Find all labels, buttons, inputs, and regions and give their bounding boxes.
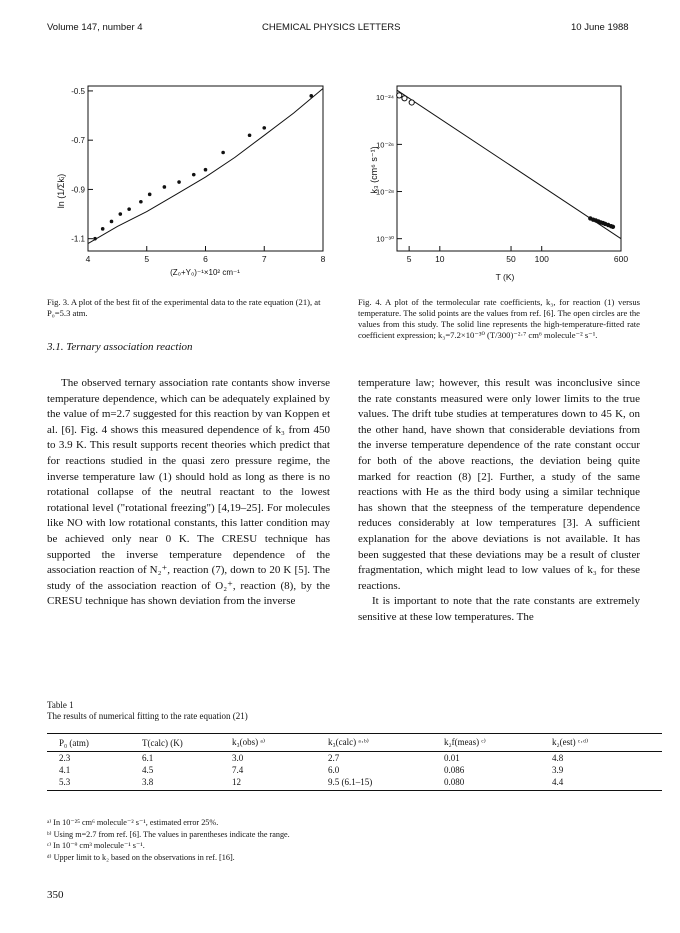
fig3-fit-line [88,89,323,244]
fig3-data-point [309,94,313,98]
fig4-xlabel: T (K) [495,272,515,282]
col-header: k₃(obs) ᵃ⁾ [228,734,324,752]
footnote-a: ᵃ⁾ In 10⁻²⁵ cm⁶ molecule⁻² s⁻¹, estimated error 25%. [47,818,219,827]
footnote-c: ᶜ⁾ In 10⁻⁹ cm³ molecule⁻¹ s⁻¹. [47,841,145,850]
results-table [47,733,662,791]
table-cell: 12 [228,776,324,791]
right-paragraph-2: It is important to note that the rate constants are extremely sensitive at these low temperatures. The [358,595,640,623]
table-cell: 0.086 [444,765,465,775]
fig3-data-point [163,185,167,189]
fig4-open-point [402,96,407,101]
table-row [47,752,662,765]
fig3-xtick-label: 4 [85,254,91,264]
table-label: Table 1 [47,700,74,710]
fig4-xtick-label: 50 [506,254,516,264]
fig4-xtick-label: 10 [435,254,445,264]
page-number: 350 [47,889,64,901]
fig3-ylabel: ln (1/Σkᵢ) [56,173,66,209]
table-cell: 3.9 [552,765,564,775]
fig3-xtick-label: 7 [261,254,267,264]
fig3-xlabel: (Z₀+Y₀)⁻¹×10² cm⁻¹ [170,268,240,277]
col-header: k₂(est) ᶜ·ᵈ⁾ [548,734,662,752]
table-cell: 3.0 [232,753,244,763]
table-cell: 4.1 [59,765,71,775]
col-header: k₃(calc) ᵃ·ᵇ⁾ [324,734,440,752]
table-cell: 6.0 [328,765,340,775]
fig3-data-point [101,227,105,231]
fig4-xtick-label: 100 [534,254,549,264]
fig3-ytick-label: -1.1 [71,234,85,244]
table-row [47,776,662,791]
fig3-xtick-label: 8 [320,254,326,264]
table-cell: 9.5 (6.1–15) [324,776,440,791]
table-cell: 0.080 [440,776,548,791]
section-heading: 3.1. Ternary association reaction [47,341,193,353]
table-cell: 2.7 [328,753,340,763]
fig3-data-point [192,173,196,177]
body-column-right [358,376,640,626]
fig4-fit-line [397,90,621,239]
table-row [47,764,662,776]
fig4-ytick-label: 10⁻²⁸ [376,187,394,197]
fig3-data-point [93,237,97,241]
fig4-ytick-label: 10⁻³⁰ [376,234,394,244]
col-header: T(calc) (K) [138,734,228,752]
fig3-data-point [248,133,252,137]
fig3-data-point [148,193,152,197]
footnote-b: ᵇ⁾ Using m=2.7 from ref. [6]. The values in parentheses indicate the range. [47,829,290,839]
fig4-plot-frame [397,86,621,251]
fig4-open-point [409,100,414,105]
running-header-journal: CHEMICAL PHYSICS LETTERS [262,22,401,33]
fig3-ytick-label: -0.9 [71,185,85,195]
table-cell: 7.4 [232,765,244,775]
fig4-xtick-label: 5 [406,254,412,264]
table-cell: 4.4 [548,776,662,791]
fig4-ytick-label: 10⁻²⁴ [375,93,394,103]
col-header: P₀ (atm) [47,734,138,752]
table-cell: 3.8 [138,776,228,791]
fig3-data-point [262,126,266,130]
table-cell: 5.3 [47,776,138,791]
fig3-ytick-label: -0.5 [71,86,85,96]
fig3-xtick-label: 5 [144,254,150,264]
table-cell: 4.5 [142,765,154,775]
fig4-open-point [397,93,402,98]
fig3-data-point [139,200,143,204]
fig3-data-point [177,180,181,184]
table-header-row [47,734,662,752]
table-cell: 6.1 [142,753,154,763]
fig3-data-point [204,168,208,172]
running-header-volume: Volume 147, number 4 [47,22,143,33]
fig4-ytick-label: 10⁻²⁶ [376,140,394,150]
left-paragraph: The observed ternary association rate contants show inverse temperature dependence, which can be adequately explained by the value of m=2.7 suggested for this reaction by van Koppen et al. [6]. Fig. 4 shows this measured dependence of k₃ from 450 to 3.9 K. This result supports recent theories which predict that for reactions studied in the quasi zero pressure regime, the inverse temperature law (1) should hold as long as there is no rotational collapse of the neutral reactant to the lowest rotational level ("rotational freezing") [4,19–25]. For molecules like NO with low rotational constants, this latter condition may be achieved only near 0 K. The CRESU technique has supported the inverse temperature dependence of the association reaction of N₂⁺, reaction (7), down to 20 K [5]. The study of the association reaction of O₂⁺, reaction (8), by the CRESU technique has shown deviation from the inverse [47,377,330,608]
fig3-data-point [119,212,123,216]
fig3-data-point [127,207,131,211]
fig4-ylabel: k₃ (cm⁶ s⁻¹) [369,146,379,194]
figure-3-chart [40,66,340,286]
figure-4-chart [355,66,645,288]
body-column-left [47,376,330,610]
table-title [47,700,248,722]
footnote-d: ᵈ⁾ Upper limit to k₂ based on the observations in ref. [16]. [47,852,235,862]
table-cell: 2.3 [59,753,71,763]
running-header-date: 10 June 1988 [571,22,629,33]
fig3-data-point [110,220,114,224]
fig3-ytick-label: -0.7 [71,136,85,146]
fig3-xtick-label: 6 [203,254,208,264]
table-footnotes [47,817,290,863]
col-header: k₂f(meas) ᶜ⁾ [440,734,548,752]
fig4-caption: Fig. 4. A plot of the termolecular rate coefficients, k₃, for reaction (1) versus temperature. The solid points are the values from ref. [6]. The open circles are the values from this study. The solid line represents the high-temperature-fitted rate coefficient expression; k₃=7.2×10⁻³⁰ (T/300)⁻²·⁷ cm⁶ molecule⁻² s⁻¹. [358,297,640,340]
fig3-caption: Fig. 3. A plot of the best fit of the experimental data to the rate equation (21), at P₀=5.3 atm. [47,297,321,318]
right-paragraph-1: temperature law; however, this result was inconclusive since the rate constants measured were only lower limits to the true values. The drift tube studies at temperatures down to 45 K, on the other hand, have shown that considerable deviations from the inverse temperature dependence of the rate constant occur for both of the above reactions, the deviation being quite marked for reaction (8) [2]. Further, a study of the same reactions with He as the third body using a similar technique has shown that the steepness of the temperature dependence reduces considerably at low temperatures [3]. A sufficient explanation for the above deviations is not available. It has been suggested that these deviations may be a result of cluster fragmentation, which might lead to low values of k₃ for these reactions. [358,377,640,592]
table-cell: 0.01 [444,753,460,763]
fig4-solid-point [611,225,615,229]
table-caption: The results of numerical fitting to the rate equation (21) [47,711,248,721]
table-cell: 4.8 [552,753,564,763]
fig3-data-point [221,151,225,155]
fig4-xtick-label: 600 [613,254,629,264]
